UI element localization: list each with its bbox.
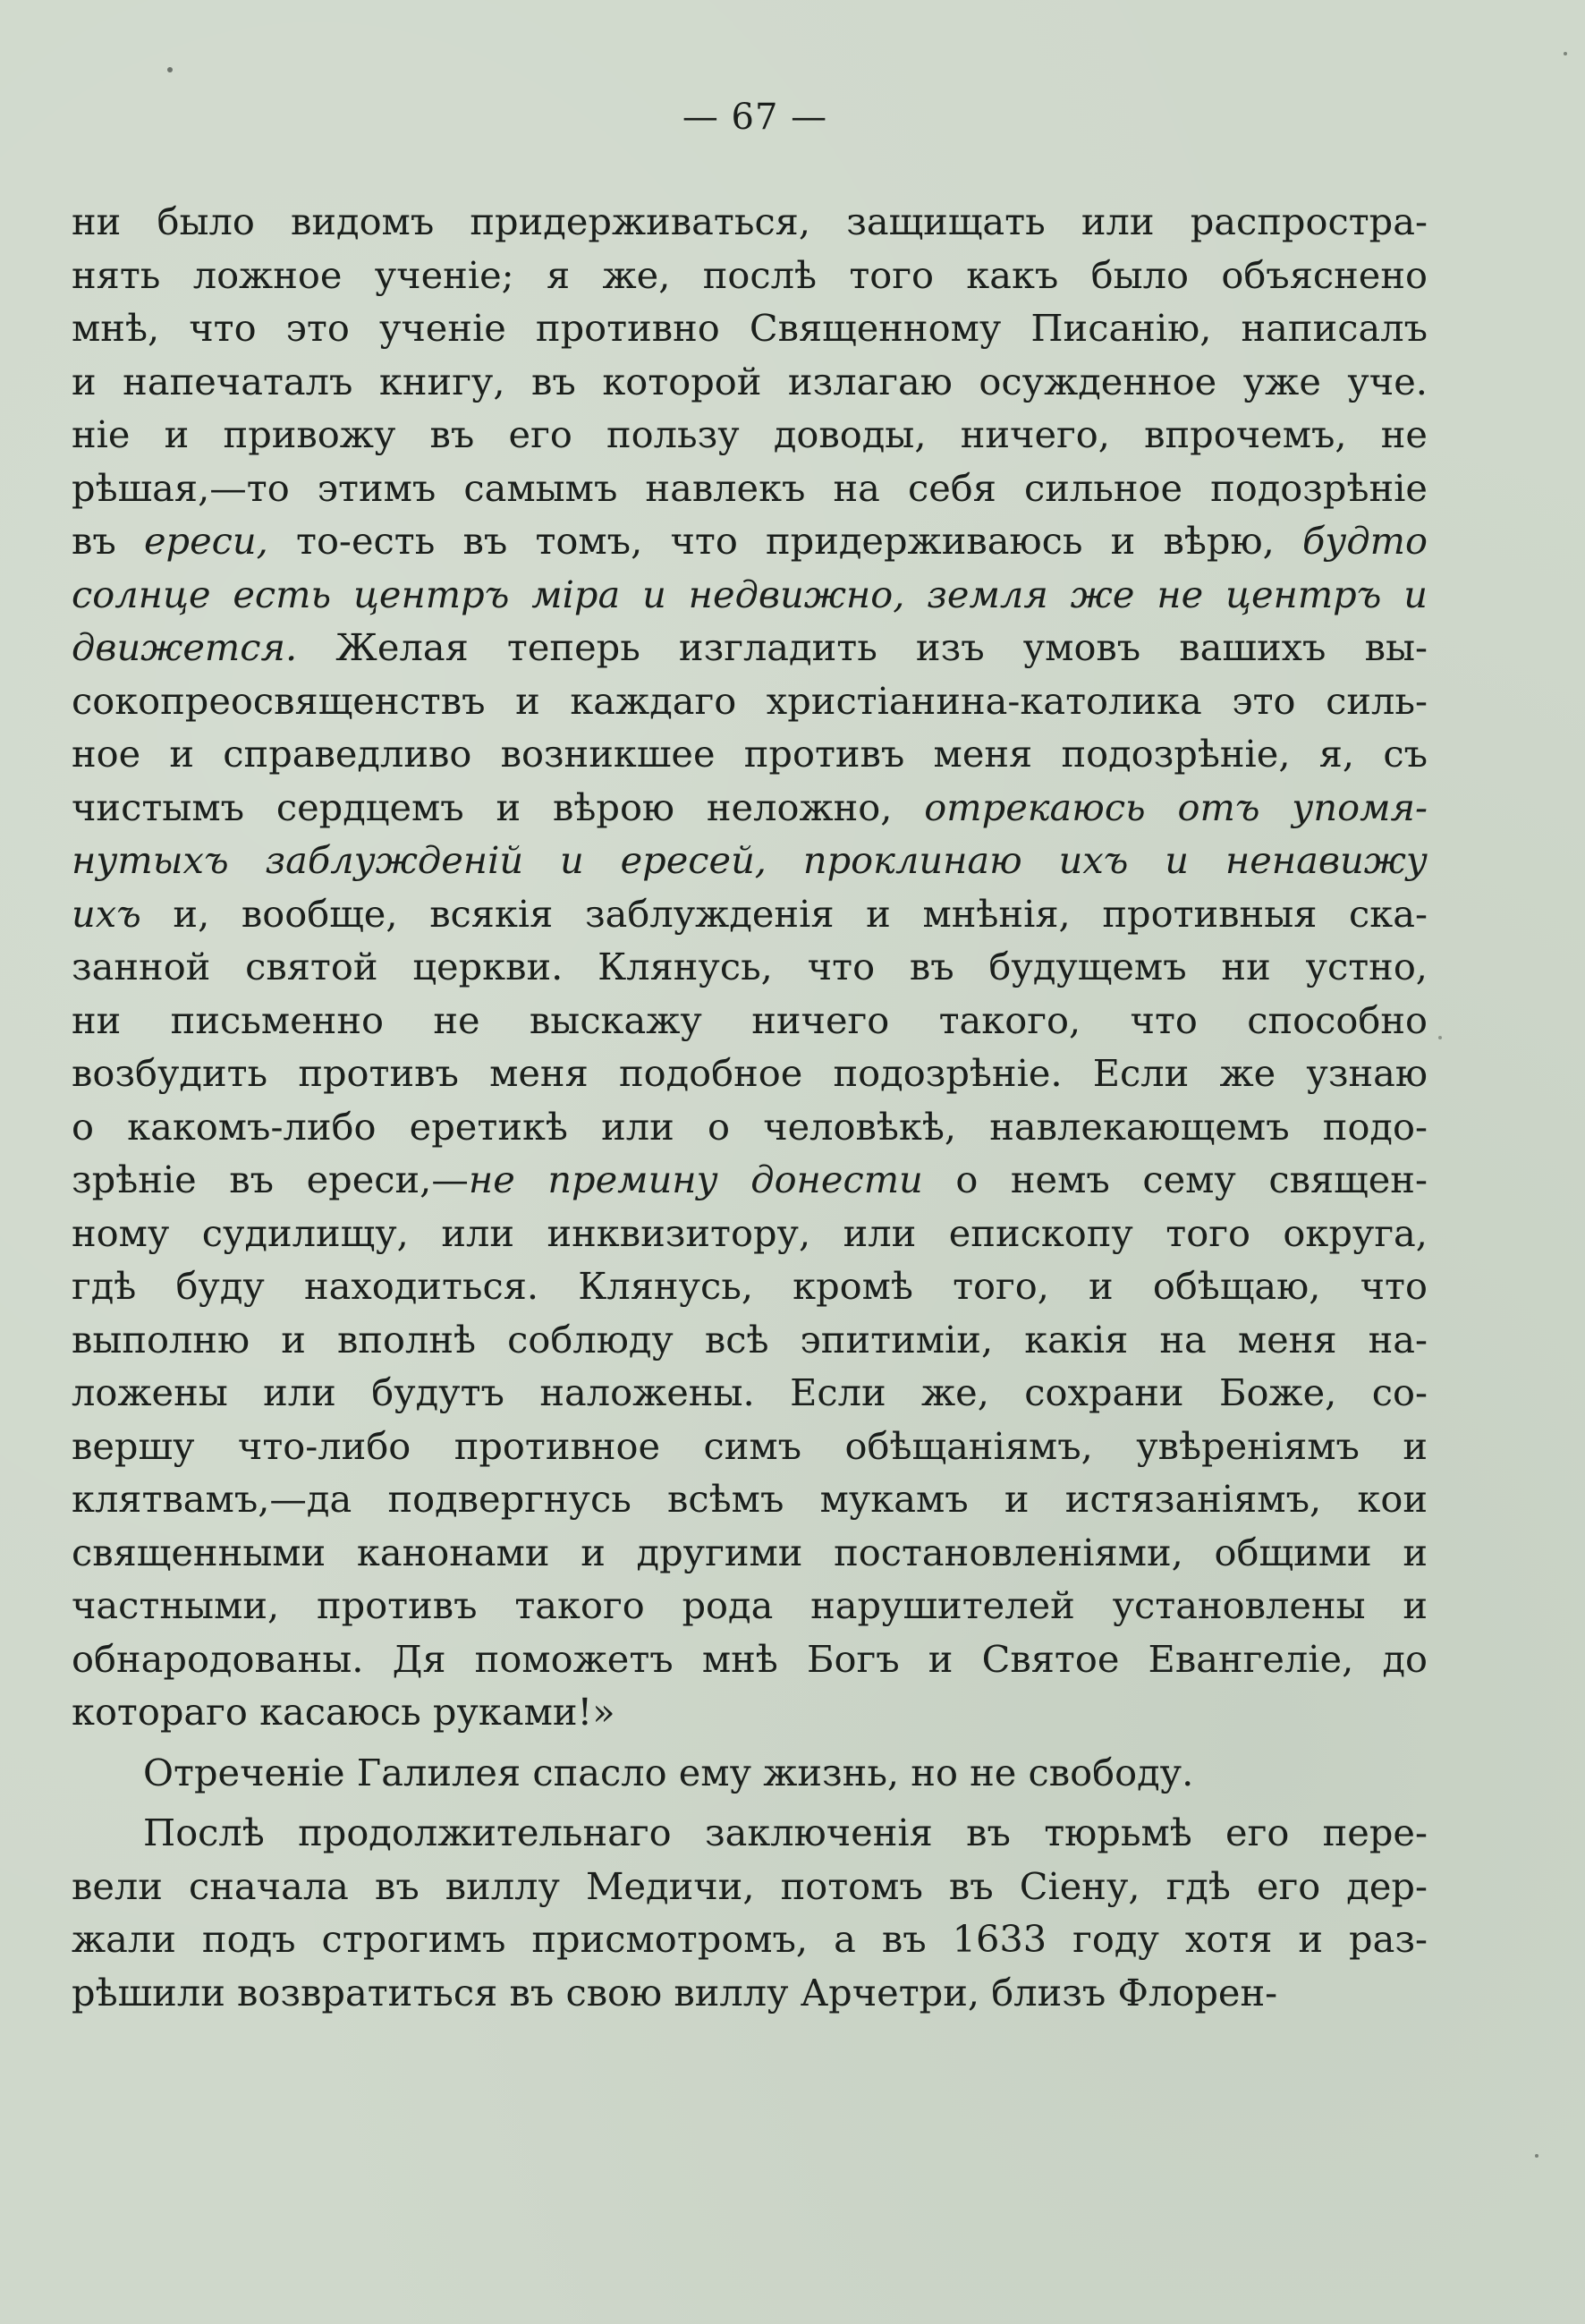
- text-segment: священными канонами и другими постановленіями, общими и: [72, 1530, 1428, 1574]
- text-line: [72, 621, 1428, 674]
- text-line: [72, 462, 1428, 515]
- text-segment: Послѣ продолжительнаго заключенія въ тюрьмѣ его пере-: [143, 1811, 1428, 1854]
- text-segment: въ: [72, 519, 144, 563]
- text-segment: о немъ сему священ-: [922, 1158, 1428, 1201]
- text-line: [72, 1153, 1428, 1207]
- text-line: [72, 994, 1428, 1047]
- text-segment: нять ложное ученіе; я же, послѣ того какъ было объяснено: [72, 252, 1428, 297]
- text-segment: вели сначала въ виллу Медичи, потомъ въ Сіену, гдѣ его дер-: [72, 1863, 1428, 1908]
- text-segment: мнѣ, что это ученіе противно Священному Писанію, написалъ: [72, 306, 1428, 350]
- text-segment: ному судилищу, или инквизитору, или епископу того округа,: [72, 1210, 1428, 1255]
- text-segment: то-есть въ томъ, что придерживаюсь и вѣрю,: [267, 519, 1302, 563]
- text-segment: Желая теперь изгладить изъ умовъ вашихъ вы-: [297, 625, 1428, 669]
- text-line: [72, 1207, 1428, 1260]
- page-number: — 67 —: [682, 97, 828, 138]
- text-segment: сокопреосвященствъ и каждаго христіанина-католика это силь-: [72, 678, 1428, 723]
- text-line: [72, 781, 1428, 835]
- text-segment: зрѣніе въ ереси,—: [72, 1158, 469, 1201]
- text-line: [72, 1913, 1428, 1966]
- italic-text: ереси,: [143, 519, 268, 563]
- text-line: [72, 1366, 1428, 1420]
- text-line: [72, 887, 1428, 941]
- text-line: [72, 1806, 1428, 1860]
- text-line: [72, 674, 1428, 728]
- text-segment: ное и справедливо возникшее противъ меня подозрѣніе, я, съ: [72, 732, 1428, 776]
- text-line: [72, 1047, 1428, 1100]
- italic-text: ихъ: [72, 891, 141, 936]
- paragraph-gap: [72, 1739, 1428, 1746]
- text-line: [72, 195, 1428, 249]
- text-segment: занной святой церкви. Клянусь, что въ будущемъ ни устно,: [72, 945, 1428, 988]
- text-line: [72, 355, 1428, 409]
- text-line: [72, 1966, 1428, 2020]
- text-line: [72, 1526, 1428, 1580]
- text-segment: котораго касаюсь руками!»: [72, 1690, 615, 1734]
- italic-text: движется.: [72, 625, 298, 669]
- text-segment: ни было видомъ придерживаться, защищать или распростра-: [72, 199, 1428, 243]
- body-text: [72, 195, 1428, 2019]
- text-segment: обнародованы. Дя поможетъ мнѣ Богъ и Святое Евангеліе, до: [72, 1636, 1428, 1681]
- text-segment: частными, противъ такого рода нарушителей установлены и: [72, 1583, 1428, 1627]
- text-segment: и напечаталъ книгу, въ которой излагаю осужденное уже уче.: [72, 359, 1428, 403]
- italic-text: отрекаюсь отъ упомя-: [924, 785, 1428, 829]
- text-line: [72, 1420, 1428, 1473]
- text-segment: вершу что-либо противное симъ обѣщаніямъ, увѣреніямъ и: [72, 1423, 1428, 1468]
- text-line: [72, 1472, 1428, 1526]
- text-line: [72, 568, 1428, 622]
- italic-text: будто: [1301, 519, 1428, 563]
- text-segment: рѣшили возвратиться въ свою виллу Арчетри, близъ Флорен-: [72, 1970, 1278, 2014]
- text-segment: ложены или будутъ наложены. Если же, сохрани Боже, со-: [72, 1370, 1428, 1414]
- text-line: [72, 514, 1428, 568]
- text-line: [72, 940, 1428, 994]
- text-segment: чистымъ сердцемъ и вѣрою неложно,: [72, 785, 925, 829]
- text-line: [72, 1746, 1428, 1800]
- text-segment: клятвамъ,—да подвергнусь всѣмъ мукамъ и истязаніямъ, кои: [72, 1477, 1428, 1521]
- italic-text: нутыхъ заблужденій и ересей, проклинаю ихъ и ненавижу: [72, 838, 1428, 882]
- text-line: [72, 408, 1428, 462]
- italic-text: не премину донести: [468, 1158, 923, 1201]
- text-segment: выполню и вполнѣ соблюду всѣ эпитимiи, какія на меня на-: [72, 1317, 1428, 1361]
- text-segment: возбудить противъ меня подобное подозрѣніе. Если же узнаю: [72, 1051, 1428, 1095]
- text-line: [72, 1685, 1428, 1739]
- text-segment: жали подъ строгимъ присмотромъ, а въ 1633 году хотя и раз-: [72, 1917, 1428, 1961]
- text-segment: ніе и привожу въ его пользу доводы, ничего, впрочемъ, не: [72, 412, 1428, 456]
- text-segment: ни письменно не выскажу ничего такого, что способно: [72, 997, 1428, 1042]
- text-segment: о какомъ-либо еретикѣ или о человѣкѣ, навлекающемъ подо-: [72, 1104, 1428, 1149]
- text-segment: Отреченіе Галилея спасло ему жизнь, но не свободу.: [143, 1750, 1194, 1794]
- text-line: [72, 1633, 1428, 1686]
- italic-text: солнце есть центръ міра и недвижно, земля же не центръ и: [72, 572, 1428, 616]
- text-line: [72, 249, 1428, 302]
- text-line: [72, 834, 1428, 887]
- text-segment: рѣшая,—то этимъ самымъ навлекъ на себя сильное подозрѣніе: [72, 465, 1428, 510]
- text-line: [72, 727, 1428, 781]
- paragraph-gap: [72, 1799, 1428, 1806]
- text-line: [72, 1579, 1428, 1633]
- text-line: [72, 1100, 1428, 1154]
- text-segment: и, вообще, всякія заблужденія и мнѣнія, противныя ска-: [140, 891, 1428, 936]
- text-line: [72, 1860, 1428, 1913]
- text-line: [72, 1260, 1428, 1313]
- text-segment: гдѣ буду находиться. Клянусь, кромѣ того, и обѣщаю, что: [72, 1264, 1428, 1308]
- text-line: [72, 301, 1428, 355]
- text-line: [72, 1313, 1428, 1367]
